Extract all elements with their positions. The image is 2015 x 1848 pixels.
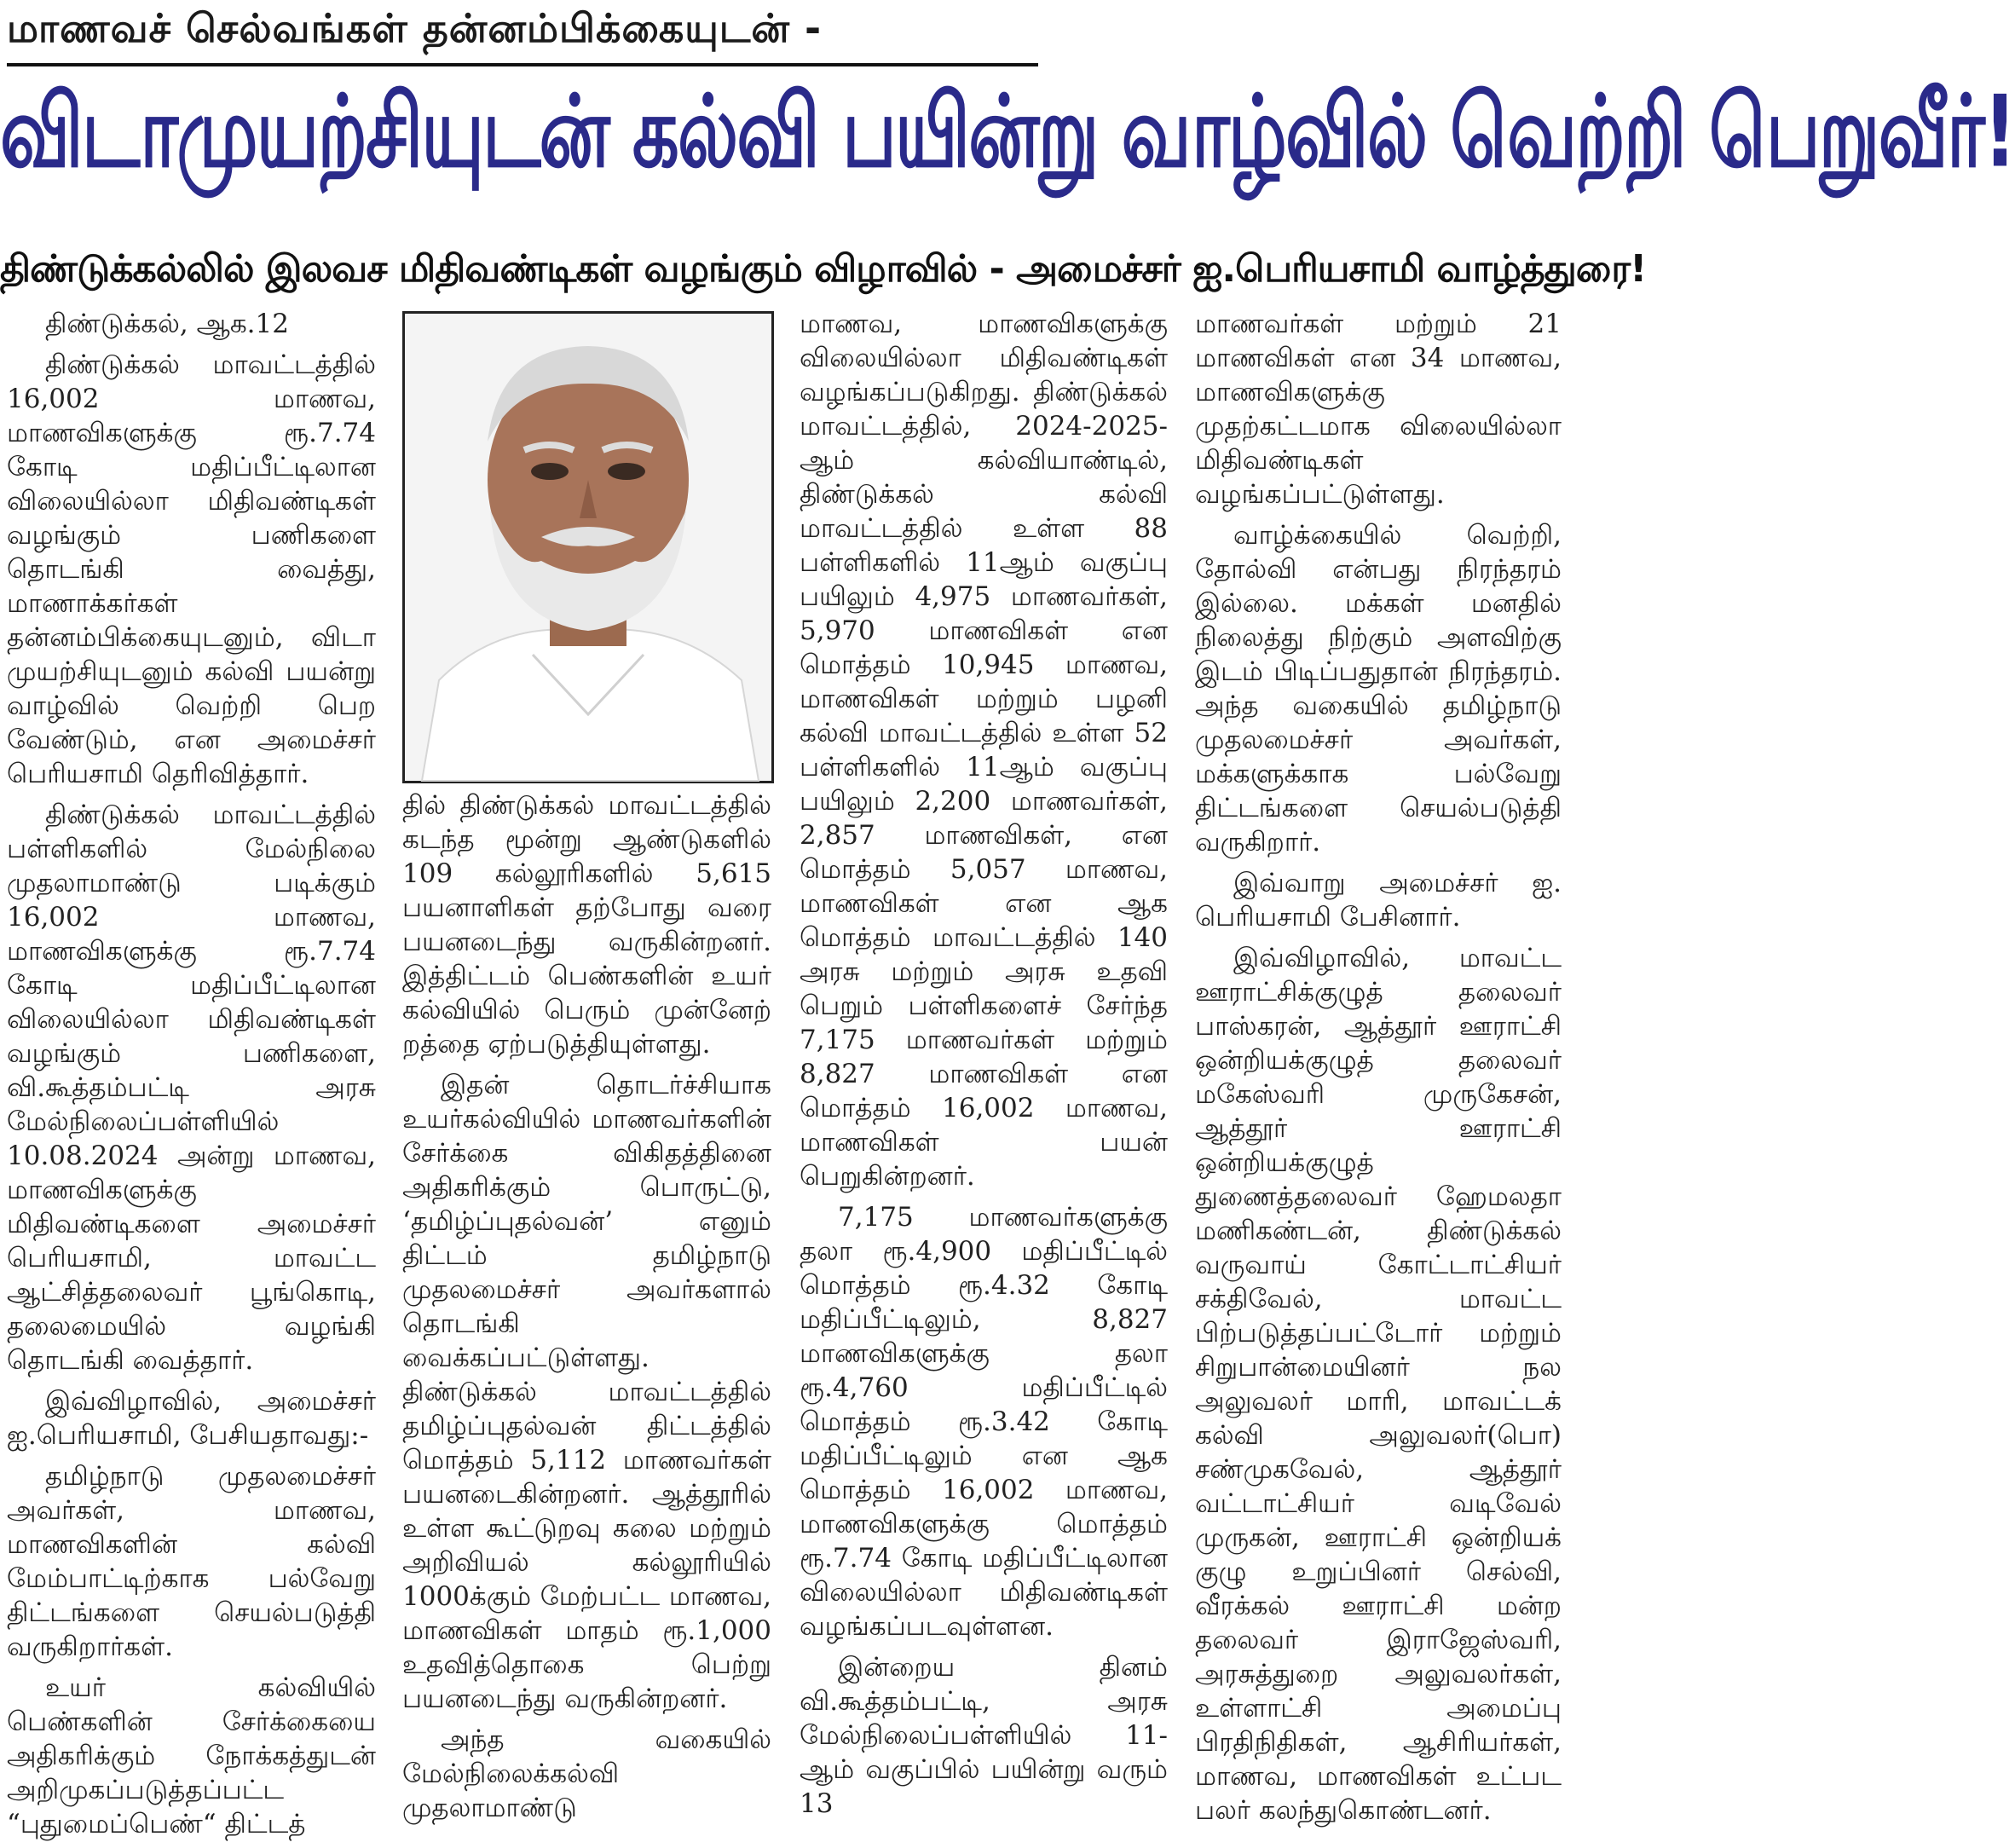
kicker-line: மாணவச் செல்வங்கள் தன்னம்பிக்கையுடன் - — [7, 5, 823, 51]
paragraph: இவ்விழாவில், மாவட்ட ஊராட்சிக்குழுத் தலைவர் பாஸ்கரன், ஆத்தூர் ஊராட்சி ஒன்றியக்குழுத் தலைவர் மகேஸ்வரி முருகேசன், ஆத்தூர் ஊராட்சி ஒன்றியக்குழுத் துணைத்தலைவர் ஹேமலதா மணிகண்டன், திண்டுக்கல் வருவாய் கோட்டாட்சியர் சக்திவேல், மாவட்ட பிற்படுத்தப்பட்டோர் மற்றும் சிறுபான்மையினர் நல அலுவலர் மாரி, மாவட்டக் கல்வி அலுவலர்(பொ) சண்முகவேல், ஆத்தூர் வட்டாட்சியர் வடிவேல் முருகன், ஊராட்சி ஒன்றியக் குழு உறுப்பினர் செல்வி, வீரக்கல் ஊராட்சி மன்ற தலைவர் இராஜேஸ்வரி, அரசுத்துறை அலுவலர்கள், உள்ளாட்சி அமைப்பு பிரதிநிதிகள், ஆசிரியர்கள், மாணவ, மாணவிகள் உட்பட பலர் கலந்துகொண்டனர். — [1195, 943, 1562, 1826]
paragraph: இதன் தொடர்ச்சியாக உயர்கல்வியில் மாணவர்களின் சேர்க்கை விகிதத்தினை அதிகரிக்கும் பொருட்டு, ‘தமிழ்ப்புதல்வன்’ எனும் திட்டம் தமிழ்நாடு முதலமைச்சர் அவர்களால் தொடங்கி வைக்கப்பட்டுள்ளது. திண்டுக்கல் மாவட்டத்தில் தமிழ்ப்புதல்வன் திட்டத்தில் மொத்தம் 5,112 மாணவர்கள் பயனடைகின்றனர். ஆத்தூரில் உள்ள கூட்டுறவு கலை மற்றும் அறிவியல் கல்லூரியில் 1000க்கும் மேற்பட்ட மாணவ, மாணவிகள் மாதம் ரூ.1,000 உதவித்தொகை பெற்று பயனடைந்து வருகின்றனர். — [402, 1070, 771, 1714]
paragraph: அந்த வகையில் மேல்நிலைக்கல்வி முதலாமாண்டு — [402, 1724, 771, 1823]
article-column-2 — [402, 788, 771, 1832]
article-column-1 — [7, 307, 376, 1848]
headline: விடாமுயற்சியுடன் கல்வி பயின்று வாழ்வில் வெற்றி பெறுவீர்! — [0, 75, 2015, 190]
subheadline: திண்டுக்கல்லில் இலவச மிதிவண்டிகள் வழங்கும் விழாவில் - அமைச்சர் ஐ.பெரியசாமி வாழ்த்துரை! — [0, 247, 1647, 291]
minister-photo — [402, 311, 774, 783]
paragraph: திண்டுக்கல் மாவட்டத்தில் பள்ளிகளில் மேல்நிலை முதலாமாண்டு படிக்கும் 16,002 மாணவ, மாணவிகளுக்கு ரூ.7.74 கோடி மதிப்பீட்டிலான விலையில்லா மிதிவண்டிகள் வழங்கும் பணிகளை, வி.கூத்தம்பட்டி அரசு மேல்நிலைப்பள்ளியில் 10.08.2024 அன்று மாணவ, மாணவிகளுக்கு மிதிவண்டிகளை அமைச்சர் பெரியசாமி, மாவட்ட ஆட்சித்தலைவர் பூங்கொடி, தலைமையில் வழங்கி தொடங்கி வைத்தார். — [7, 800, 376, 1376]
paragraph: உயர் கல்வியில் பெண்களின் சேர்க்கையை அதிகரிக்கும் நோக்கத்துடன் அறிமுகப்படுத்தப்பட்ட “புதுமைப்பெண்“ திட்டத் — [7, 1672, 376, 1839]
kicker-underline — [7, 63, 1038, 66]
paragraph: இவ்விழாவில், அமைச்சர் ஐ.பெரியசாமி, பேசியதாவது:- — [7, 1386, 376, 1451]
paragraph: தமிழ்நாடு முதலமைச்சர் அவர்கள், மாணவ, மாணவிகளின் கல்வி மேம்பாட்டிற்காக பல்வேறு திட்டங்களை செயல்படுத்தி வருகிறார்கள். — [7, 1461, 376, 1662]
portrait-image — [405, 314, 771, 781]
paragraph: 7,175 மாணவர்களுக்கு தலா ரூ.4,900 மதிப்பீட்டில் மொத்தம் ரூ.4.32 கோடி மதிப்பீட்டிலும், 8,827 மாணவிகளுக்கு தலா ரூ.4,760 மதிப்பீட்டில் மொத்தம் ரூ.3.42 கோடி மதிப்பீட்டிலும் என ஆக மொத்தம் 16,002 மாணவ, மாணவிகளுக்கு மொத்தம் ரூ.7.74 கோடி மதிப்பீட்டிலான விலையில்லா மிதிவண்டிகள் வழங்கப்படவுள்ளன. — [800, 1202, 1168, 1642]
paragraph: மாணவ, மாணவிகளுக்கு விலையில்லா மிதிவண்டிகள் வழங்கப்படுகிறது. திண்டுக்கல் மாவட்டத்தில், 2024-2025-ஆம் கல்வியாண்டில், திண்டுக்கல் கல்வி மாவட்டத்தில் உள்ள 88 பள்ளிகளில் 11ஆம் வகுப்பு பயிலும் 4,975 மாணவர்கள், 5,970 மாணவிகள் என மொத்தம் 10,945 மாணவ, மாணவிகள் மற்றும் பழனி கல்வி மாவட்டத்தில் உள்ள 52 பள்ளிகளில் 11ஆம் வகுப்பு பயிலும் 2,200 மாணவர்கள், 2,857 மாணவிகள், என மொத்தம் 5,057 மாணவ, மாணவிகள் என ஆக மொத்தம் மாவட்டத்தில் 140 அரசு மற்றும் அரசு உதவி பெறும் பள்ளிகளைச் சேர்ந்த 7,175 மாணவர்கள் மற்றும் 8,827 மாணவிகள் என மொத்தம் 16,002 மாணவ, மாணவிகள் பயன் பெறுகின்றனர். — [800, 309, 1168, 1192]
paragraph: மாணவர்கள் மற்றும் 21 மாணவிகள் என 34 மாணவ, மாணவிகளுக்கு முதற்கட்டமாக விலையில்லா மிதிவண்டிகள் வழங்கப்பட்டுள்ளது. — [1195, 309, 1562, 510]
paragraph: இன்றைய தினம் வி.கூத்தம்பட்டி, அரசு மேல்நிலைப்பள்ளியில் 11-ஆம் வகுப்பில் பயின்று வரும் 13 — [800, 1652, 1168, 1819]
article-column-4 — [1195, 307, 1562, 1834]
dateline: திண்டுக்கல், ஆக.12 — [45, 309, 289, 339]
article-column-3 — [800, 307, 1168, 1828]
paragraph: திண்டுக்கல் மாவட்டத்தில் 16,002 மாணவ, மாணவிகளுக்கு ரூ.7.74 கோடி மதிப்பீட்டிலான விலையில்லா மிதிவண்டிகள் வழங்கும் பணிகளை தொடங்கி வைத்து, மாணாக்கர்கள் தன்னம்பிக்கையுடனும், விடா முயற்சியுடனும் கல்வி பயன்று வாழ்வில் வெற்றி பெற வேண்டும், என அமைச்சர் பெரியசாமி தெரிவித்தார். — [7, 349, 376, 789]
paragraph: தில் திண்டுக்கல் மாவட்டத்தில் கடந்த மூன்று ஆண்டுகளில் 109 கல்லூரிகளில் 5,615 பயனாளிகள் தற்போது வரை பயனடைந்து வருகின்றனர். இத்திட்டம் பெண்களின் உயர் கல்வியில் பெரும் முன்னேற் றத்தை ஏற்படுத்தியுள்ளது. — [402, 790, 771, 1060]
paragraph: இவ்வாறு அமைச்சர் ஐ. பெரியசாமி பேசினார். — [1195, 868, 1562, 933]
paragraph: வாழ்க்கையில் வெற்றி, தோல்வி என்பது நிரந்தரம் இல்லை. மக்கள் மனதில் நிலைத்து நிற்கும் அளவிற்கு இடம் பிடிப்பதுதான் நிரந்தரம். அந்த வகையில் தமிழ்நாடு முதலமைச்சர் அவர்கள், மக்களுக்காக பல்வேறு திட்டங்களை செயல்படுத்தி வருகிறார். — [1195, 520, 1562, 858]
